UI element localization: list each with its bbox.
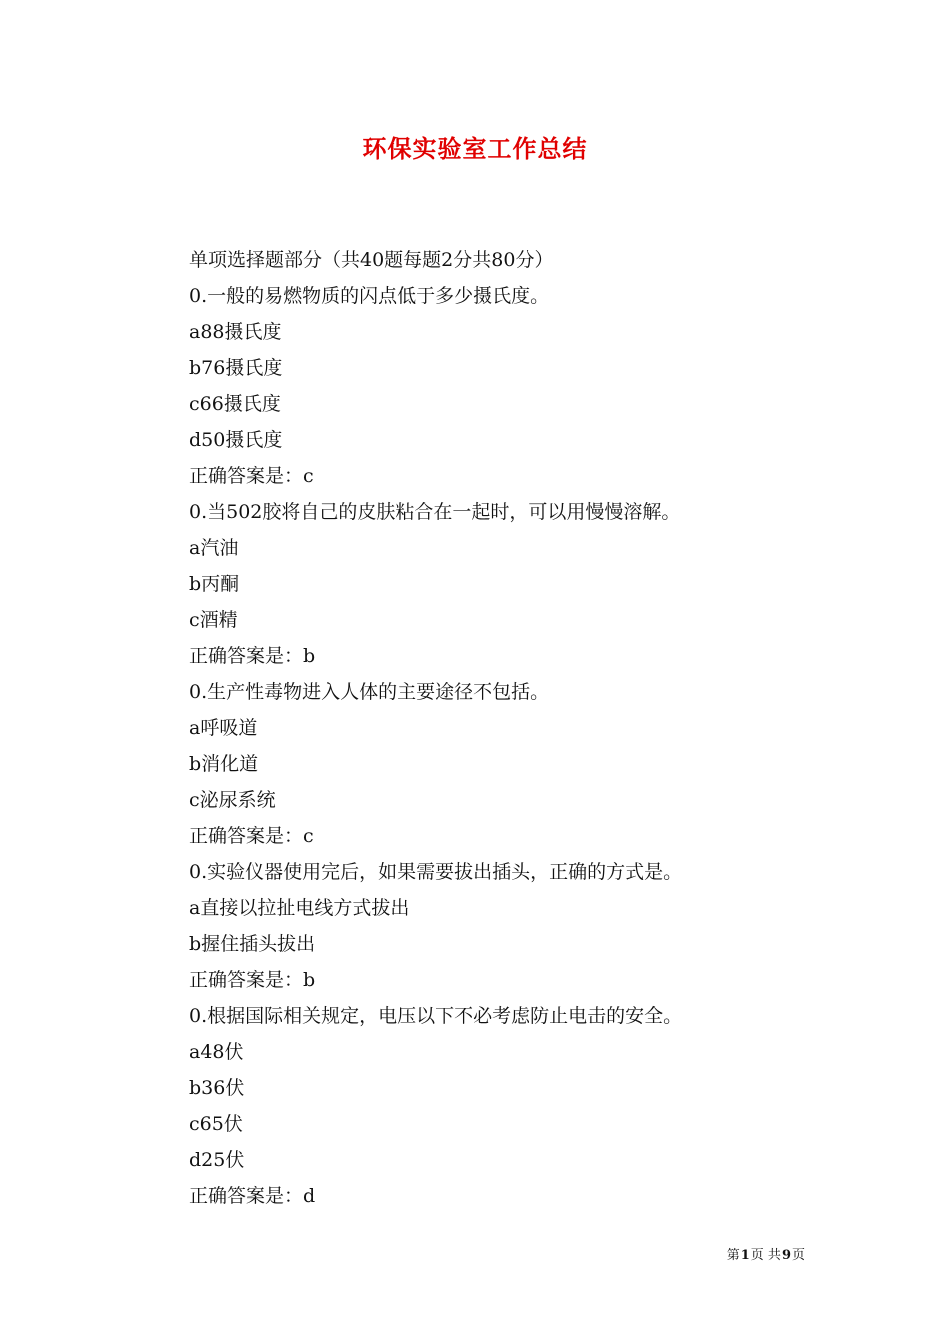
question-option: a呼吸道 [189, 717, 258, 739]
question-answer: 正确答案是：b [189, 969, 316, 991]
page-title: 环保实验室工作总结 [362, 134, 588, 163]
question-option: b握住插头拔出 [189, 933, 316, 955]
question-answer: 正确答案是：c [189, 465, 314, 487]
question-answer: 正确答案是：d [189, 1185, 316, 1207]
question-stem: 0.实验仪器使用完后，如果需要拔出插头，正确的方式是。 [189, 861, 683, 883]
question-option: c65伏 [189, 1113, 243, 1135]
question-stem: 0.生产性毒物进入人体的主要途径不包括。 [189, 681, 550, 703]
question-option: b消化道 [189, 753, 259, 775]
footer-total-pages: 9 [781, 1248, 791, 1263]
footer-suffix: 页 [791, 1248, 805, 1263]
question-option: a48伏 [189, 1041, 244, 1063]
question-stem: 0.当502胶将自己的皮肤粘合在一起时，可以用慢慢溶解。 [189, 501, 681, 523]
footer-prefix: 第 [726, 1248, 740, 1263]
question-option: a88摄氏度 [189, 321, 282, 343]
question-stem: 0.一般的易燃物质的闪点低于多少摄氏度。 [189, 285, 550, 307]
page-footer [727, 1246, 805, 1266]
question-option: b76摄氏度 [189, 357, 283, 379]
question-option: c酒精 [189, 609, 238, 631]
question-option: a直接以拉扯电线方式拔出 [189, 897, 410, 919]
question-answer: 正确答案是：c [189, 825, 314, 847]
question-option: a汽油 [189, 537, 239, 559]
footer-current-page: 1 [740, 1248, 750, 1263]
question-answer: 正确答案是：b [189, 645, 316, 667]
question-option: c66摄氏度 [189, 393, 281, 415]
document-body [189, 242, 829, 1214]
question-option: b36伏 [189, 1077, 245, 1099]
question-option: c泌尿系统 [189, 789, 276, 811]
question-option: d50摄氏度 [189, 429, 283, 451]
question-option: b丙酮 [189, 573, 240, 595]
footer-middle: 页 共 [750, 1248, 781, 1263]
question-option: d25伏 [189, 1149, 245, 1171]
section-header: 单项选择题部分（共40题每题2分共80分） [189, 249, 554, 271]
question-stem: 0.根据国际相关规定，电压以下不必考虑防止电击的安全。 [189, 1005, 683, 1027]
